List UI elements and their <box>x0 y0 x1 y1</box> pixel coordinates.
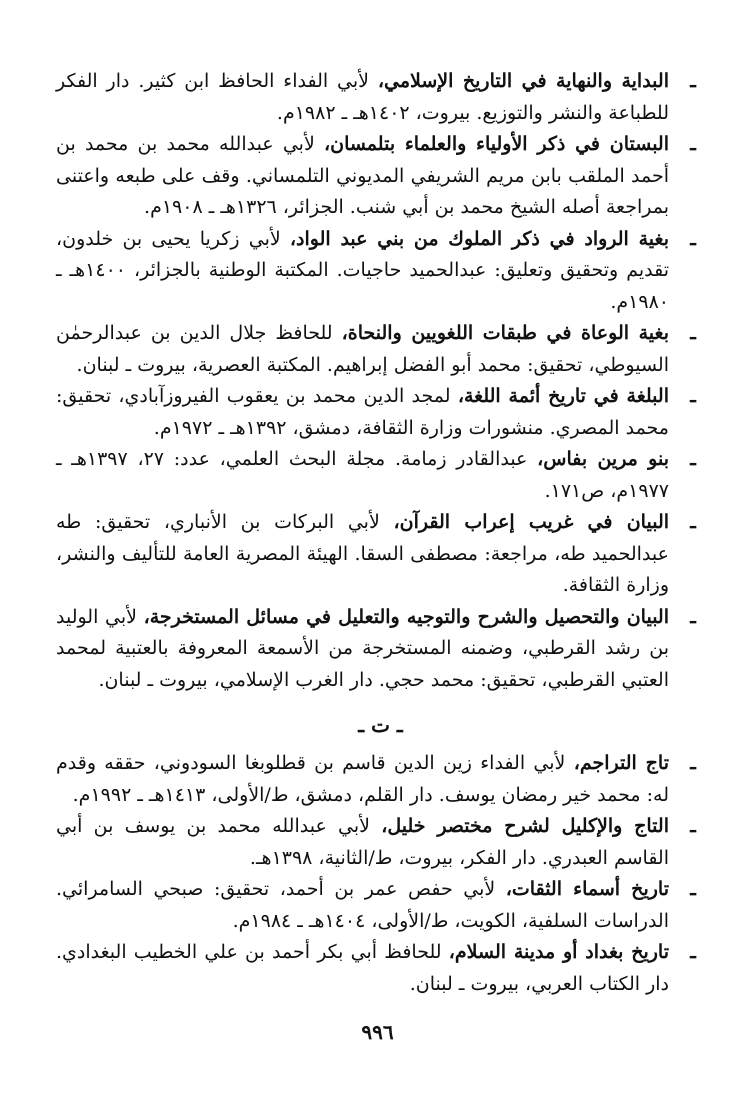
entry-details: لأبي البركات بن الأنباري، تحقيق: طه عبدالحميد طه، مراجعة: مصطفى السقا. الهيئة المصرية العامة للتأليف والنشر، وزارة الثقافة. <box>56 511 669 596</box>
bibliography-entry <box>56 748 705 811</box>
entries-before-section <box>56 66 705 696</box>
entry-dash: ـ <box>690 322 696 344</box>
bibliography-entry <box>56 602 705 697</box>
entry-title: البلغة في تاريخ أئمة اللغة، <box>457 385 669 407</box>
entry-details: لمجد الدين محمد بن يعقوب الفيروزآبادي، تحقيق: محمد المصري. منشورات وزارة الثقافة، دمشق، ١٣٩٢هـ ـ ١٩٧٢م. <box>56 385 669 439</box>
entry-title: البيان في غريب إعراب القرآن، <box>393 511 670 533</box>
entry-dash: ـ <box>690 511 696 533</box>
entry-title: تاج التراجم، <box>573 752 669 774</box>
entry-dash: ـ <box>690 815 696 837</box>
entry-dash: ـ <box>690 70 696 92</box>
entry-dash: ـ <box>690 448 696 470</box>
page-number: ٩٩٦ <box>361 1020 394 1044</box>
bibliography-entry <box>56 224 705 319</box>
entry-details: لأبي الفداء زين الدين قاسم بن قطلوبغا السودوني، حققه وقدم له: محمد خير رمضان يوسف. دار القلم، دمشق، ط/الأولى، ١٤١٣هـ ـ ١٩٩٢م. <box>56 752 669 806</box>
bibliography-entry <box>56 129 705 224</box>
bibliography-entry <box>56 811 705 874</box>
entry-dash: ـ <box>690 385 696 407</box>
bibliography-entry <box>56 318 705 381</box>
entry-details: لأبي عبدالله محمد بن يوسف بن أبي القاسم العبدري. دار الفكر، بيروت، ط/الثانية، ١٣٩٨هـ. <box>56 815 669 869</box>
entry-dash: ـ <box>690 605 696 628</box>
entry-title: تاريخ أسماء الثقات، <box>505 878 669 900</box>
entry-dash: ـ <box>690 878 696 900</box>
bibliography-entry <box>56 507 705 602</box>
entry-details: لأبي الفداء الحافظ ابن كثير. دار الفكر للطباعة والنشر والتوزيع. بيروت، ١٤٠٢هـ ـ ١٩٨٢م. <box>56 70 669 124</box>
entry-dash: ـ <box>690 133 696 155</box>
entry-title: البداية والنهاية في التاريخ الإسلامي، <box>377 70 669 92</box>
bibliography-entry <box>56 66 705 129</box>
entry-details: لأبي حفص عمر بن أحمد، تحقيق: صبحي السامرائي. الدراسات السلفية، الكويت، ط/الأولى، ١٤٠٤هـ ـ ١٩٨٤م. <box>56 878 669 932</box>
entry-title: بنو مرين بفاس، <box>537 448 670 470</box>
entry-details: لأبي زكريا يحيى بن خلدون، تقديم وتحقيق وتعليق: عبدالحميد حاجيات. المكتبة الوطنية بالجزائر، ١٤٠٠هـ ـ ١٩٨٠م. <box>56 227 669 313</box>
entry-dash: ـ <box>690 227 696 250</box>
entry-dash: ـ <box>690 941 696 963</box>
bibliography-entry <box>56 381 705 444</box>
entry-details: للحافظ أبي بكر أحمد بن علي الخطيب البغدادي. دار الكتاب العربي، بيروت ـ لبنان. <box>56 941 669 995</box>
entry-dash: ـ <box>690 752 696 774</box>
entry-details: عبدالقادر زمامة. مجلة البحث العلمي، عدد: ٢٧، ١٣٩٧هـ ـ ١٩٧٧م، ص١٧١. <box>56 448 669 502</box>
section-heading-ta: ـ ت ـ <box>358 713 403 737</box>
entry-details: لأبي الوليد بن رشد القرطبي، وضمنه المستخرجة من الأسمعة المعروفة بالعتبية لمحمد العتبي القرطبي، تحقيق: محمد حجي. دار الغرب الإسلامي، بيروت ـ لبنان. <box>56 605 669 691</box>
entry-title: البستان في ذكر الأولياء والعلماء بتلمسان، <box>323 133 669 155</box>
entries-after-section <box>56 748 705 1000</box>
entry-title: بغية الرواد في ذكر الملوك من بني عبد الواد، <box>289 227 669 250</box>
entry-title: التاج والإكليل لشرح مختصر خليل، <box>381 815 669 837</box>
entry-details: للحافظ جلال الدين بن عبدالرحمٰن السيوطي، تحقيق: محمد أبو الفضل إبراهيم. المكتبة العصرية، بيروت ـ لبنان. <box>56 322 669 376</box>
bibliography-entry <box>56 444 705 507</box>
bibliography-entry <box>56 937 705 1000</box>
entry-title: البيان والتحصيل والشرح والتوجيه والتعليل في مسائل المستخرجة، <box>143 605 669 628</box>
entry-details: لأبي عبدالله محمد بن محمد بن أحمد الملقب بابن مريم الشريفي المديوني التلمساني. وقف على طبعه واعتنى بمراجعة أصله الشيخ محمد بن أبي شنب. الجزائر، ١٣٢٦هـ ـ ١٩٠٨م. <box>56 133 669 218</box>
entry-title: بغية الوعاة في طبقات اللغويين والنحاة، <box>341 322 669 344</box>
entry-title: تاريخ بغداد أو مدينة السلام، <box>448 941 669 963</box>
bibliography-entry <box>56 874 705 937</box>
